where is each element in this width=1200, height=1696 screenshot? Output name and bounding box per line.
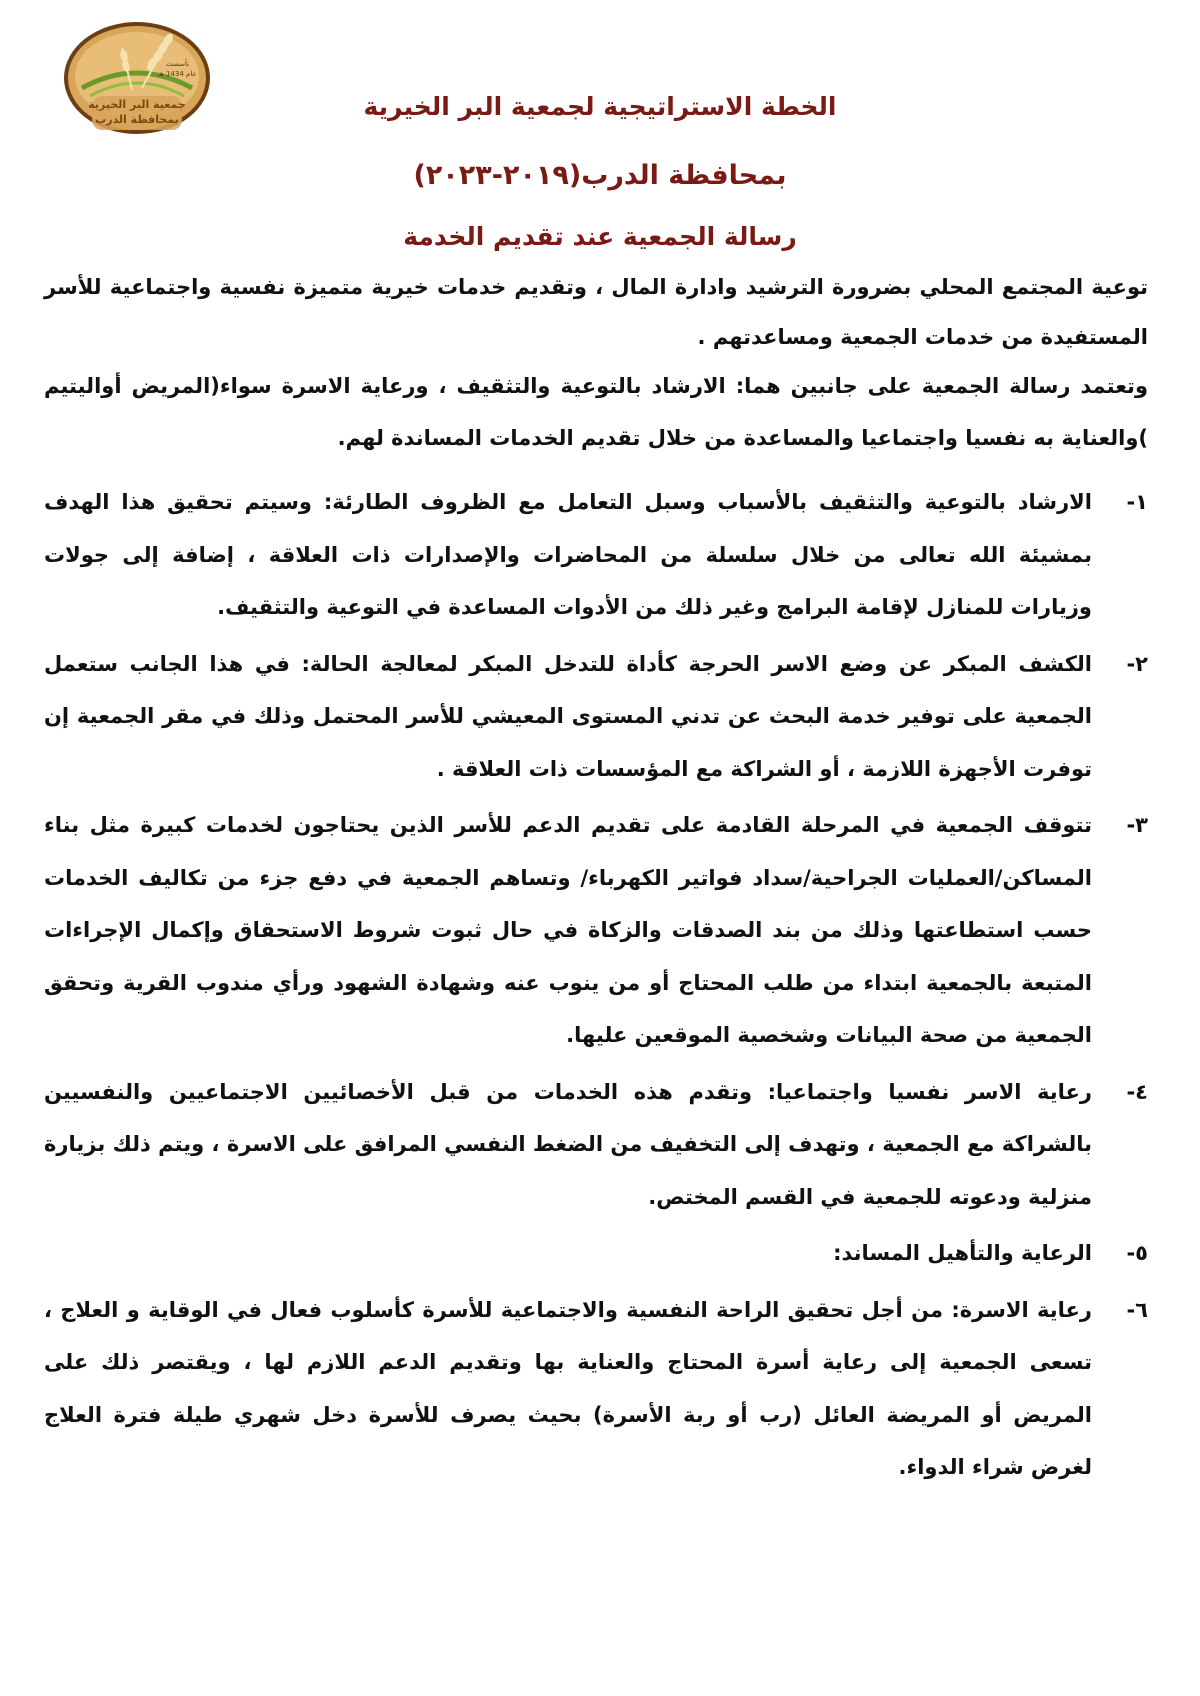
list-item-number: ٢-	[1126, 651, 1148, 676]
mission-paragraph: وتعتمد رسالة الجمعية على جانبين هما: الارشاد بالتوعية والتثقيف ، ورعاية الاسرة سواء(المريض أواليتيم )والعناية به نفسيا واجتماعيا والمساعدة من خلال تقديم الخدمات المساندة لهم.	[44, 374, 1148, 450]
list-item-number: ١-	[1126, 490, 1148, 514]
list-item	[44, 1284, 1148, 1494]
list-item-text: تتوقف الجمعية في المرحلة القادمة على تقديم الدعم للأسر الذين يحتاجون لخدمات كبيرة مثل بناء المساكن/العمليات الجراحية/سداد فواتير الكهرباء/ وتساهم الجمعية في دفع جزء من تكاليف الخدمات حسب استطاعتها وذلك من بند الصدقات والزكاة في حال ثبوت شروط الاستحقاق وإكمال الإجراءات المتبعة بالجمعية ابتداء من طلب المحتاج أو من ينوب عنه وشهادة الشهود ورأي مندوب القرية وتحقق الجمعية من صحة البيانات وشخصية الموقعين عليها.	[44, 813, 1092, 1047]
list-item	[44, 638, 1148, 796]
list-item-number: ٤-	[1126, 1079, 1148, 1104]
mission-list	[44, 476, 1148, 1498]
list-item	[44, 1227, 1148, 1280]
logo-established-label: تأسست	[166, 60, 190, 68]
section-heading: رسالة الجمعية عند تقديم الخدمة	[403, 222, 797, 251]
list-item-text: رعاية الاسر نفسيا واجتماعيا: وتقدم هذه الخدمات من قبل الأخصائيين الاجتماعيين والنفسيين بالشراكة مع الجمعية ، وتهدف إلى التخفيف من الضغط النفسي المرافق على الاسرة ، ويتم ذلك بزيارة منزلية ودعوته للجمعية في القسم المختص.	[44, 1079, 1092, 1209]
list-item	[44, 476, 1148, 634]
list-item-number: ٣-	[1126, 813, 1148, 837]
list-item-number: ٦-	[1126, 1297, 1148, 1322]
intro-paragraph: توعية المجتمع المحلي بضرورة الترشيد وادارة المال ، وتقديم خدمات خيرية متميزة نفسية واجتماعية للأسر المستفيدة من خدمات الجمعية ومساعدتهم .	[44, 275, 1148, 349]
document-subtitle: بمحافظة الدرب(٢٠١٩-٢٠٢٣)	[413, 160, 787, 191]
logo-name-line2: بمحافظة الدرب	[95, 113, 179, 126]
list-item-number: ٥-	[1126, 1241, 1148, 1265]
document-title: الخطة الاستراتيجية لجمعية البر الخيرية	[363, 92, 837, 121]
list-item	[44, 799, 1148, 1062]
list-item-text: رعاية الاسرة: من أجل تحقيق الراحة النفسية والاجتماعية للأسرة كأسلوب فعال في الوقاية و العلاج ، تسعى الجمعية إلى رعاية أسرة المحتاج والعناية بها وتقديم الدعم اللازم لها ، ويقتصر ذلك على المريض أو المريضة العائل (رب أو ربة الأسرة) بحيث يصرف للأسرة دخل شهري طيلة فترة العلاج لغرض شراء الدواء.	[44, 1297, 1092, 1479]
list-item	[44, 1066, 1148, 1224]
list-item-text: الرعاية والتأهيل المساند:	[833, 1241, 1092, 1265]
list-item-text: الكشف المبكر عن وضع الاسر الحرجة كأداة للتدخل المبكر لمعالجة الحالة: في هذا الجانب ستعمل الجمعية على توفير خدمة البحث عن تدني المستوى المعيشي للأسر المحتمل وذلك في مقر الجمعية إن توفرت الأجهزة اللازمة ، أو الشراكة مع المؤسسات ذات العلاقة .	[44, 651, 1092, 781]
logo-name-line1: جمعية البر الخيرية	[88, 98, 186, 111]
list-item-text: الارشاد بالتوعية والتثقيف بالأسباب وسبل التعامل مع الظروف الطارئة: وسيتم تحقيق هذا الهدف بمشيئة الله تعالى من خلال سلسلة من المحاضرات والإصدارات ذات العلاقة ، إضافة إلى جولات وزيارات للمنازل لإقامة البرامج وغير ذلك من الأدوات المساعدة في التوعية والتثقيف.	[44, 490, 1092, 619]
logo-established-year: عام 1434 هـ	[158, 70, 197, 78]
